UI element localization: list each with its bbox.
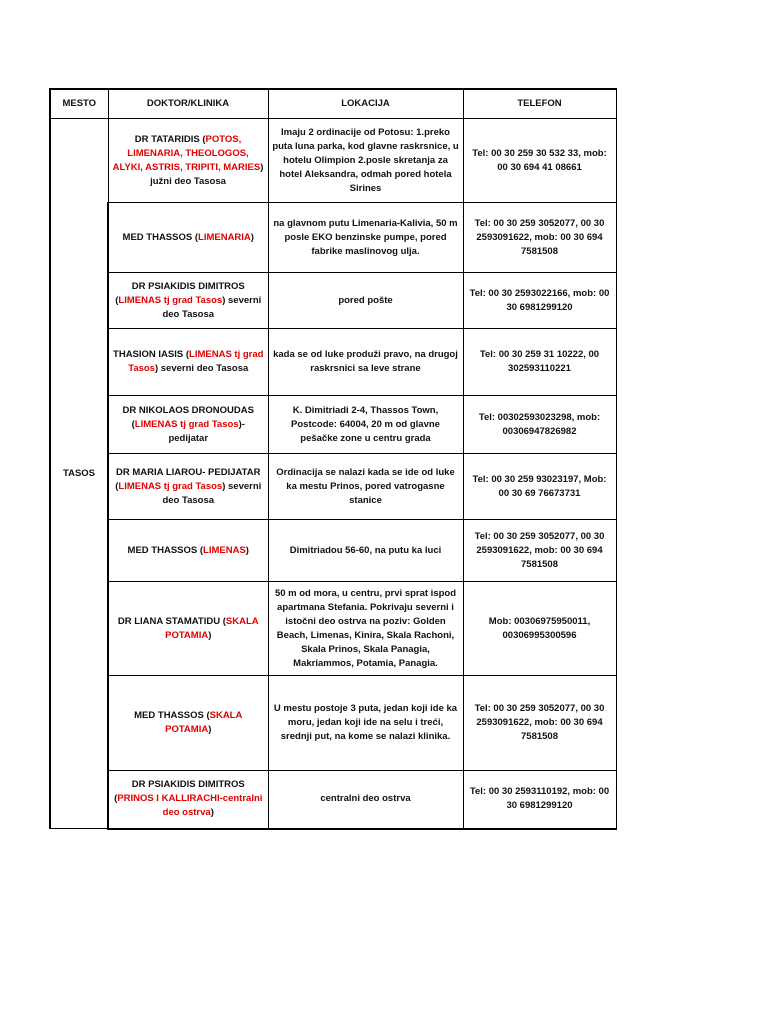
doktor-cell [108,454,268,520]
lokacija-cell: Dimitriadou 56-60, na putu ka luci [268,520,463,582]
table-row [50,454,616,520]
lokacija-cell: pored pošte [268,273,463,329]
doktor-name: MED THASSOS ( [127,544,204,556]
doktor-location: LIMENARIA [198,231,251,243]
header-doktor: DOKTOR/KLINIKA [108,89,268,119]
doktor-suffix: )-pedijatar [168,418,245,444]
doktor-suffix: ) južni deo Tasosa [150,161,264,187]
lokacija-cell: Ordinacija se nalazi kada se ide od luke ka mestu Prinos, pored vatrogasne stanice [268,454,463,520]
doktor-location: LIMENAS [203,544,246,556]
table-row [50,273,616,329]
doktor-cell [108,582,268,676]
telefon-cell: Tel: 00 30 259 30 532 33, mob: 00 30 694 41 08661 [463,119,616,203]
telefon-cell: Tel: 00 30 259 3052077, 00 30 2593091622, mob: 00 30 694 7581508 [463,676,616,771]
telefon-cell: Tel: 00 30 259 31 10222, 00 302593110221 [463,329,616,396]
header-row [50,89,616,119]
telefon-cell: Tel: 00302593023298, mob: 00306947826982 [463,396,616,454]
lokacija-cell: K. Dimitriadi 2-4, Thassos Town, Postcode: 64004, 20 m od glavne pešačke zone u centru grada [268,396,463,454]
doktor-name: THASION IASIS ( [113,349,190,360]
doktor-suffix: ) [210,807,214,819]
doktor-name: DR NIKOLAOS DRONOUDAS ( [122,404,254,430]
lokacija-cell: 50 m od mora, u centru, prvi sprat ispod apartmana Stefania. Pokrivaju severni i istočni deo ostrva na poziv: Golden Beach, Limenas, Kinira, Skala Rachoni, Skala Prinos, Skala Panagia, Makriammos, Potamia, Panagia. [268,582,463,676]
header-mesto: MESTO [50,89,108,119]
table-row [50,119,616,203]
doktor-name: MED THASSOS ( [122,231,199,243]
doktor-cell [108,203,268,273]
table-row [50,396,616,454]
doktor-suffix: ) [250,231,254,243]
doktor-location: SKALA POTAMIA [165,710,243,735]
doktor-location: LIMENAS tj grad Tasos [118,480,223,492]
table-row [50,771,616,829]
doktor-suffix: ) severni deo Tasosa [162,480,262,506]
doktor-cell [108,329,268,396]
table-row [50,203,616,273]
table-row [50,329,616,396]
doktor-location: SKALA POTAMIA [165,615,259,641]
doktor-cell [108,273,268,329]
doktor-suffix: ) severni deo Tasosa [162,294,262,320]
doktor-name: DR TATARIDIS ( [134,133,206,145]
doktor-location: LIMENAS tj grad Tasos [118,294,223,306]
doktor-name: DR LIANA STAMATIDU ( [117,615,226,627]
doktor-name: MED THASSOS ( [134,710,210,721]
header-telefon: TELEFON [463,89,616,119]
doktor-location: POTOS, LIMENARIA, THEOLOGOS, ALYKI, ASTRIS, TRIPITI, MARIES [112,133,261,173]
doktor-name: DR MARIA LIAROU- PEDIJATAR ( [115,466,261,492]
doktor-suffix: ) [245,544,249,556]
lokacija-cell: na glavnom putu Limenaria-Kalivia, 50 m posle EKO benzinske pumpe, pored fabrike maslinovog ulja. [268,203,463,273]
doktor-suffix: ) [208,724,212,735]
table-row [50,676,616,771]
doktor-cell [108,396,268,454]
table-row [50,520,616,582]
telefon-cell: Mob: 00306975950011, 00306995300596 [463,582,616,676]
lokacija-cell: U mestu postoje 3 puta, jedan koji ide ka moru, jedan koji ide na selu i treći, srednji put, na kome se nalazi klinika. [268,676,463,771]
doktor-cell [108,771,268,829]
telefon-cell: Tel: 00 30 2593110192, mob: 00 30 6981299120 [463,771,616,829]
doktor-cell [108,520,268,582]
doktor-location: LIMENAS tj grad Tasos [134,418,239,430]
doctors-table [49,88,617,830]
telefon-cell: Tel: 00 30 2593022166, mob: 00 30 6981299120 [463,273,616,329]
doktor-suffix: ) [208,629,212,641]
lokacija-cell: Imaju 2 ordinacije od Potosu: 1.preko puta luna parka, kod glavne raskrsnice, u hotelu Olimpion 2.posle skretanja za hotel Aleksandra, odmah pored hotela Sirines [268,119,463,203]
header-lokacija: LOKACIJA [268,89,463,119]
doktor-location: LIMENAS tj grad Tasos [128,349,264,374]
doktor-cell [108,676,268,771]
mesto-cell: TASOS [50,119,108,829]
telefon-cell: Tel: 00 30 259 93023197, Mob: 00 30 69 76673731 [463,454,616,520]
telefon-cell: Tel: 00 30 259 3052077, 00 30 2593091622, mob: 00 30 694 7581508 [463,203,616,273]
table-row [50,582,616,676]
doktor-name: DR PSIAKIDIS DIMITROS ( [114,779,245,805]
doktor-location: PRINOS I KALLIRACHI-centralni deo ostrva [117,793,263,819]
doktor-name: DR PSIAKIDIS DIMITROS ( [115,280,245,306]
telefon-cell: Tel: 00 30 259 3052077, 00 30 2593091622, mob: 00 30 694 7581508 [463,520,616,582]
doktor-suffix: ) severni deo Tasosa [154,363,249,374]
lokacija-cell: kada se od luke produži pravo, na drugoj raskrsnici sa leve strane [268,329,463,396]
lokacija-cell: centralni deo ostrva [268,771,463,829]
doktor-cell [108,119,268,203]
